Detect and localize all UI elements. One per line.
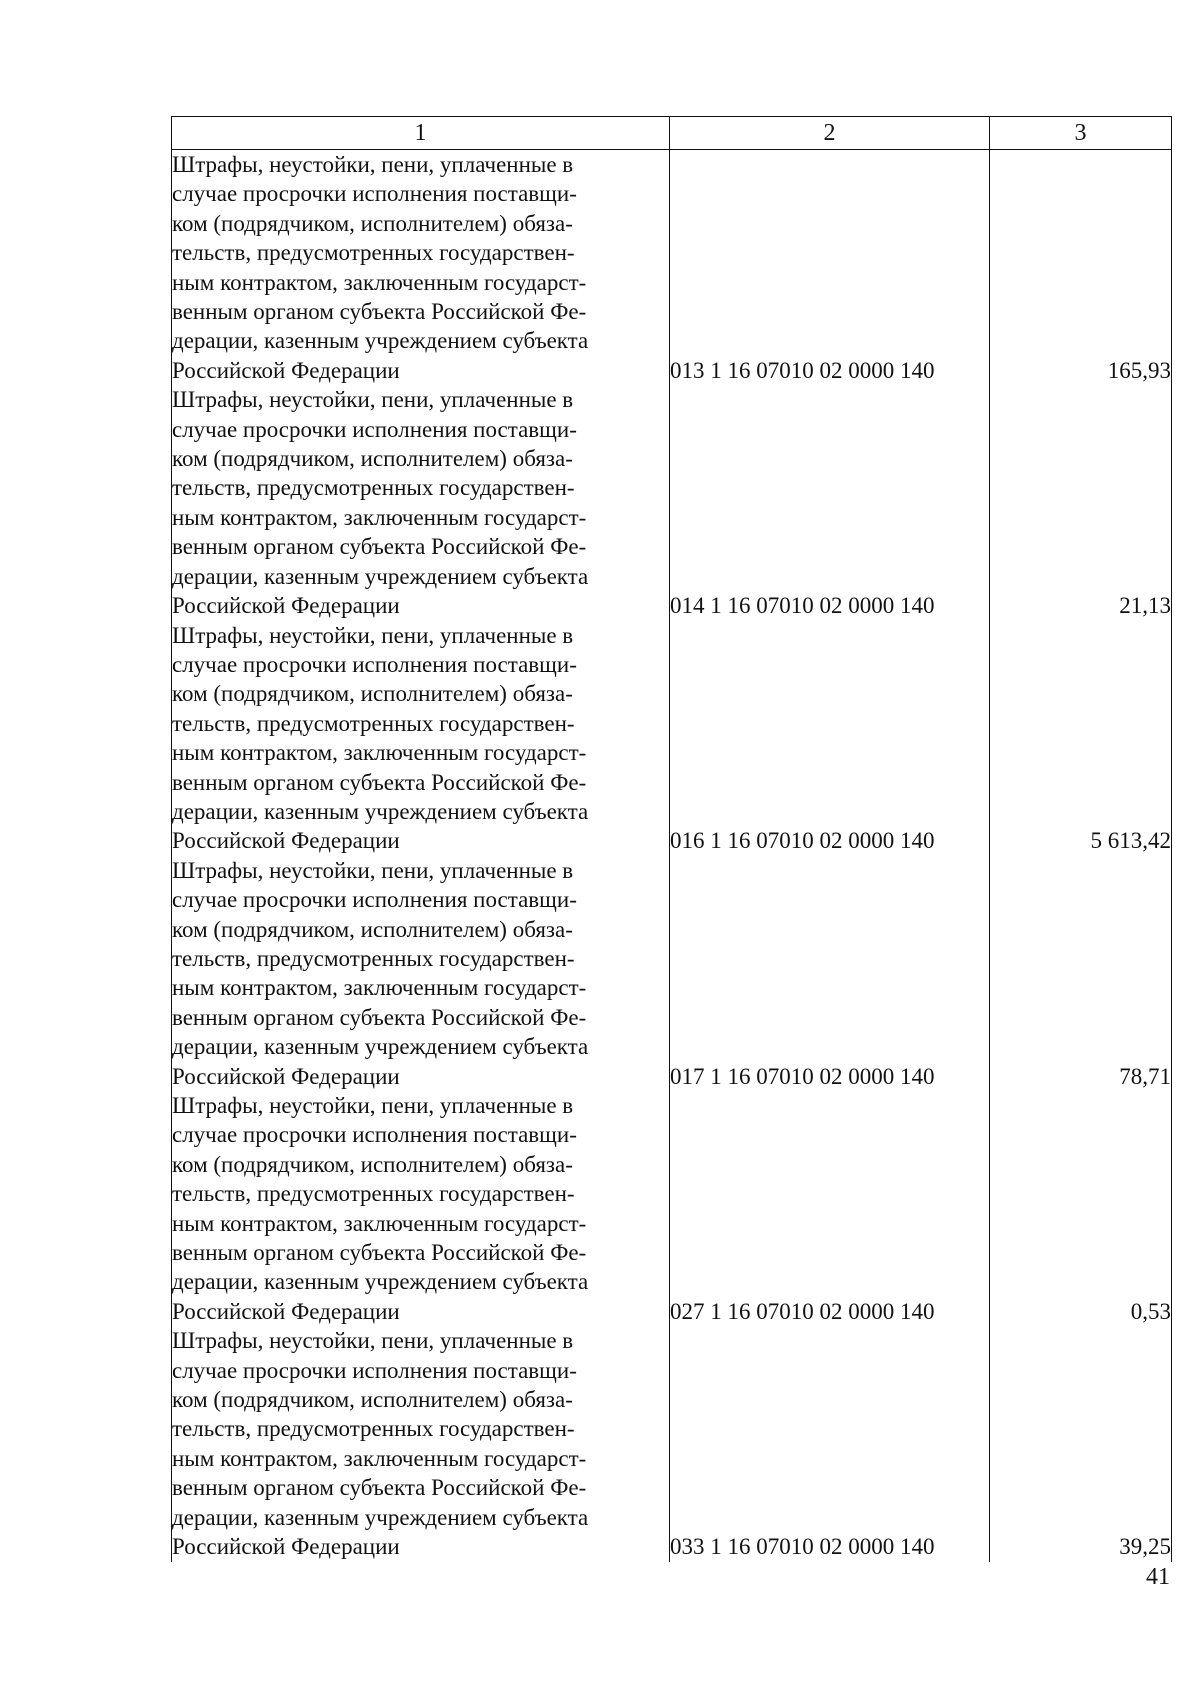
column-header-1: 1 bbox=[172, 117, 670, 150]
description-line: Российской Федерации bbox=[172, 357, 400, 383]
revenue-table bbox=[171, 116, 1172, 1562]
description-line: Штрафы, неустойки, пени, уплаченные в bbox=[172, 387, 574, 413]
column-header-3: 3 bbox=[990, 117, 1172, 150]
description-line: венным органом субъекта Российской Фе- bbox=[172, 1475, 587, 1501]
description-line: ком (подрядчиком, исполнителем) обяза- bbox=[172, 681, 573, 707]
description-line: тельств, предусмотренных государствен- bbox=[172, 1416, 575, 1442]
row-amount: 5 613,42 bbox=[990, 621, 1172, 856]
description-line: случае просрочки исполнения поставщи- bbox=[172, 1122, 577, 1148]
description-line: Штрафы, неустойки, пени, уплаченные в bbox=[172, 152, 574, 177]
description-line: ным контрактом, заключенным государст- bbox=[172, 740, 587, 766]
description-line: ным контрактом, заключенным государст- bbox=[172, 269, 587, 295]
description-line: случае просрочки исполнения поставщи- bbox=[172, 887, 577, 913]
row-description bbox=[172, 621, 670, 856]
description-line: случае просрочки исполнения поставщи- bbox=[172, 181, 577, 207]
description-line: дерации, казенным учреждением субъекта bbox=[172, 1504, 589, 1530]
row-description bbox=[172, 856, 670, 1091]
description-line: Штрафы, неустойки, пени, уплаченные в bbox=[172, 622, 574, 648]
description-line: ным контрактом, заключенным государст- bbox=[172, 504, 587, 530]
description-line: Российской Федерации bbox=[172, 593, 400, 619]
table-body bbox=[172, 150, 1172, 1562]
description-line: тельств, предусмотренных государствен- bbox=[172, 710, 575, 736]
description-line: тельств, предусмотренных государствен- bbox=[172, 240, 575, 266]
description-line: ным контрактом, заключенным государст- bbox=[172, 975, 587, 1001]
row-amount: 21,13 bbox=[990, 385, 1172, 620]
row-code: 013 1 16 07010 02 0000 140 bbox=[670, 150, 990, 386]
column-header-2: 2 bbox=[670, 117, 990, 150]
description-line: дерации, казенным учреждением субъекта bbox=[172, 563, 589, 589]
row-description bbox=[172, 1091, 670, 1326]
row-description bbox=[172, 385, 670, 620]
row-description bbox=[172, 1326, 670, 1561]
description-line: венным органом субъекта Российской Фе- bbox=[172, 769, 587, 795]
row-amount: 78,71 bbox=[990, 856, 1172, 1091]
description-line: ным контрактом, заключенным государст- bbox=[172, 1210, 587, 1236]
description-line: ком (подрядчиком, исполнителем) обяза- bbox=[172, 1387, 573, 1413]
description-line: Штрафы, неустойки, пени, уплаченные в bbox=[172, 1328, 574, 1354]
description-line: Российской Федерации bbox=[172, 828, 400, 854]
description-line: тельств, предусмотренных государствен- bbox=[172, 1181, 575, 1207]
table-row bbox=[172, 1326, 1172, 1561]
description-line: тельств, предусмотренных государствен- bbox=[172, 945, 575, 971]
row-code: 016 1 16 07010 02 0000 140 bbox=[670, 621, 990, 856]
table-row bbox=[172, 856, 1172, 1091]
row-code: 033 1 16 07010 02 0000 140 bbox=[670, 1326, 990, 1561]
description-line: Российской Федерации bbox=[172, 1298, 400, 1324]
description-line: Штрафы, неустойки, пени, уплаченные в bbox=[172, 1093, 574, 1118]
description-line: случае просрочки исполнения поставщи- bbox=[172, 651, 577, 677]
description-line: дерации, казенным учреждением субъекта bbox=[172, 798, 589, 824]
row-description bbox=[172, 150, 670, 386]
description-line: случае просрочки исполнения поставщи- bbox=[172, 416, 577, 442]
row-amount: 165,93 bbox=[990, 150, 1172, 386]
table-row bbox=[172, 621, 1172, 856]
description-line: Штрафы, неустойки, пени, уплаченные в bbox=[172, 857, 574, 883]
description-line: дерации, казенным учреждением субъекта bbox=[172, 328, 589, 354]
description-line: дерации, казенным учреждением субъекта bbox=[172, 1269, 589, 1295]
description-line: Российской Федерации bbox=[172, 1063, 400, 1089]
row-amount: 0,53 bbox=[990, 1091, 1172, 1326]
description-line: ком (подрядчиком, исполнителем) обяза- bbox=[172, 446, 573, 472]
description-line: венным органом субъекта Российской Фе- bbox=[172, 534, 587, 560]
table-row bbox=[172, 1091, 1172, 1326]
row-code: 017 1 16 07010 02 0000 140 bbox=[670, 856, 990, 1091]
description-line: ком (подрядчиком, исполнителем) обяза- bbox=[172, 210, 573, 236]
description-line: венным органом субъекта Российской Фе- bbox=[172, 1004, 587, 1030]
description-line: ком (подрядчиком, исполнителем) обяза- bbox=[172, 916, 573, 942]
table-header bbox=[172, 117, 1172, 150]
description-line: венным органом субъекта Российской Фе- bbox=[172, 1240, 587, 1266]
page-number: 41 bbox=[1146, 1564, 1170, 1590]
description-line: тельств, предусмотренных государствен- bbox=[172, 475, 575, 501]
description-line: Российской Федерации bbox=[172, 1534, 400, 1560]
description-line: ком (подрядчиком, исполнителем) обяза- bbox=[172, 1151, 573, 1177]
row-amount: 39,25 bbox=[990, 1326, 1172, 1561]
description-line: дерации, казенным учреждением субъекта bbox=[172, 1034, 589, 1060]
table-row bbox=[172, 150, 1172, 386]
table-row bbox=[172, 385, 1172, 620]
row-code: 014 1 16 07010 02 0000 140 bbox=[670, 385, 990, 620]
description-line: случае просрочки исполнения поставщи- bbox=[172, 1357, 577, 1383]
row-code: 027 1 16 07010 02 0000 140 bbox=[670, 1091, 990, 1326]
description-line: венным органом субъекта Российской Фе- bbox=[172, 299, 587, 325]
description-line: ным контрактом, заключенным государст- bbox=[172, 1445, 587, 1471]
